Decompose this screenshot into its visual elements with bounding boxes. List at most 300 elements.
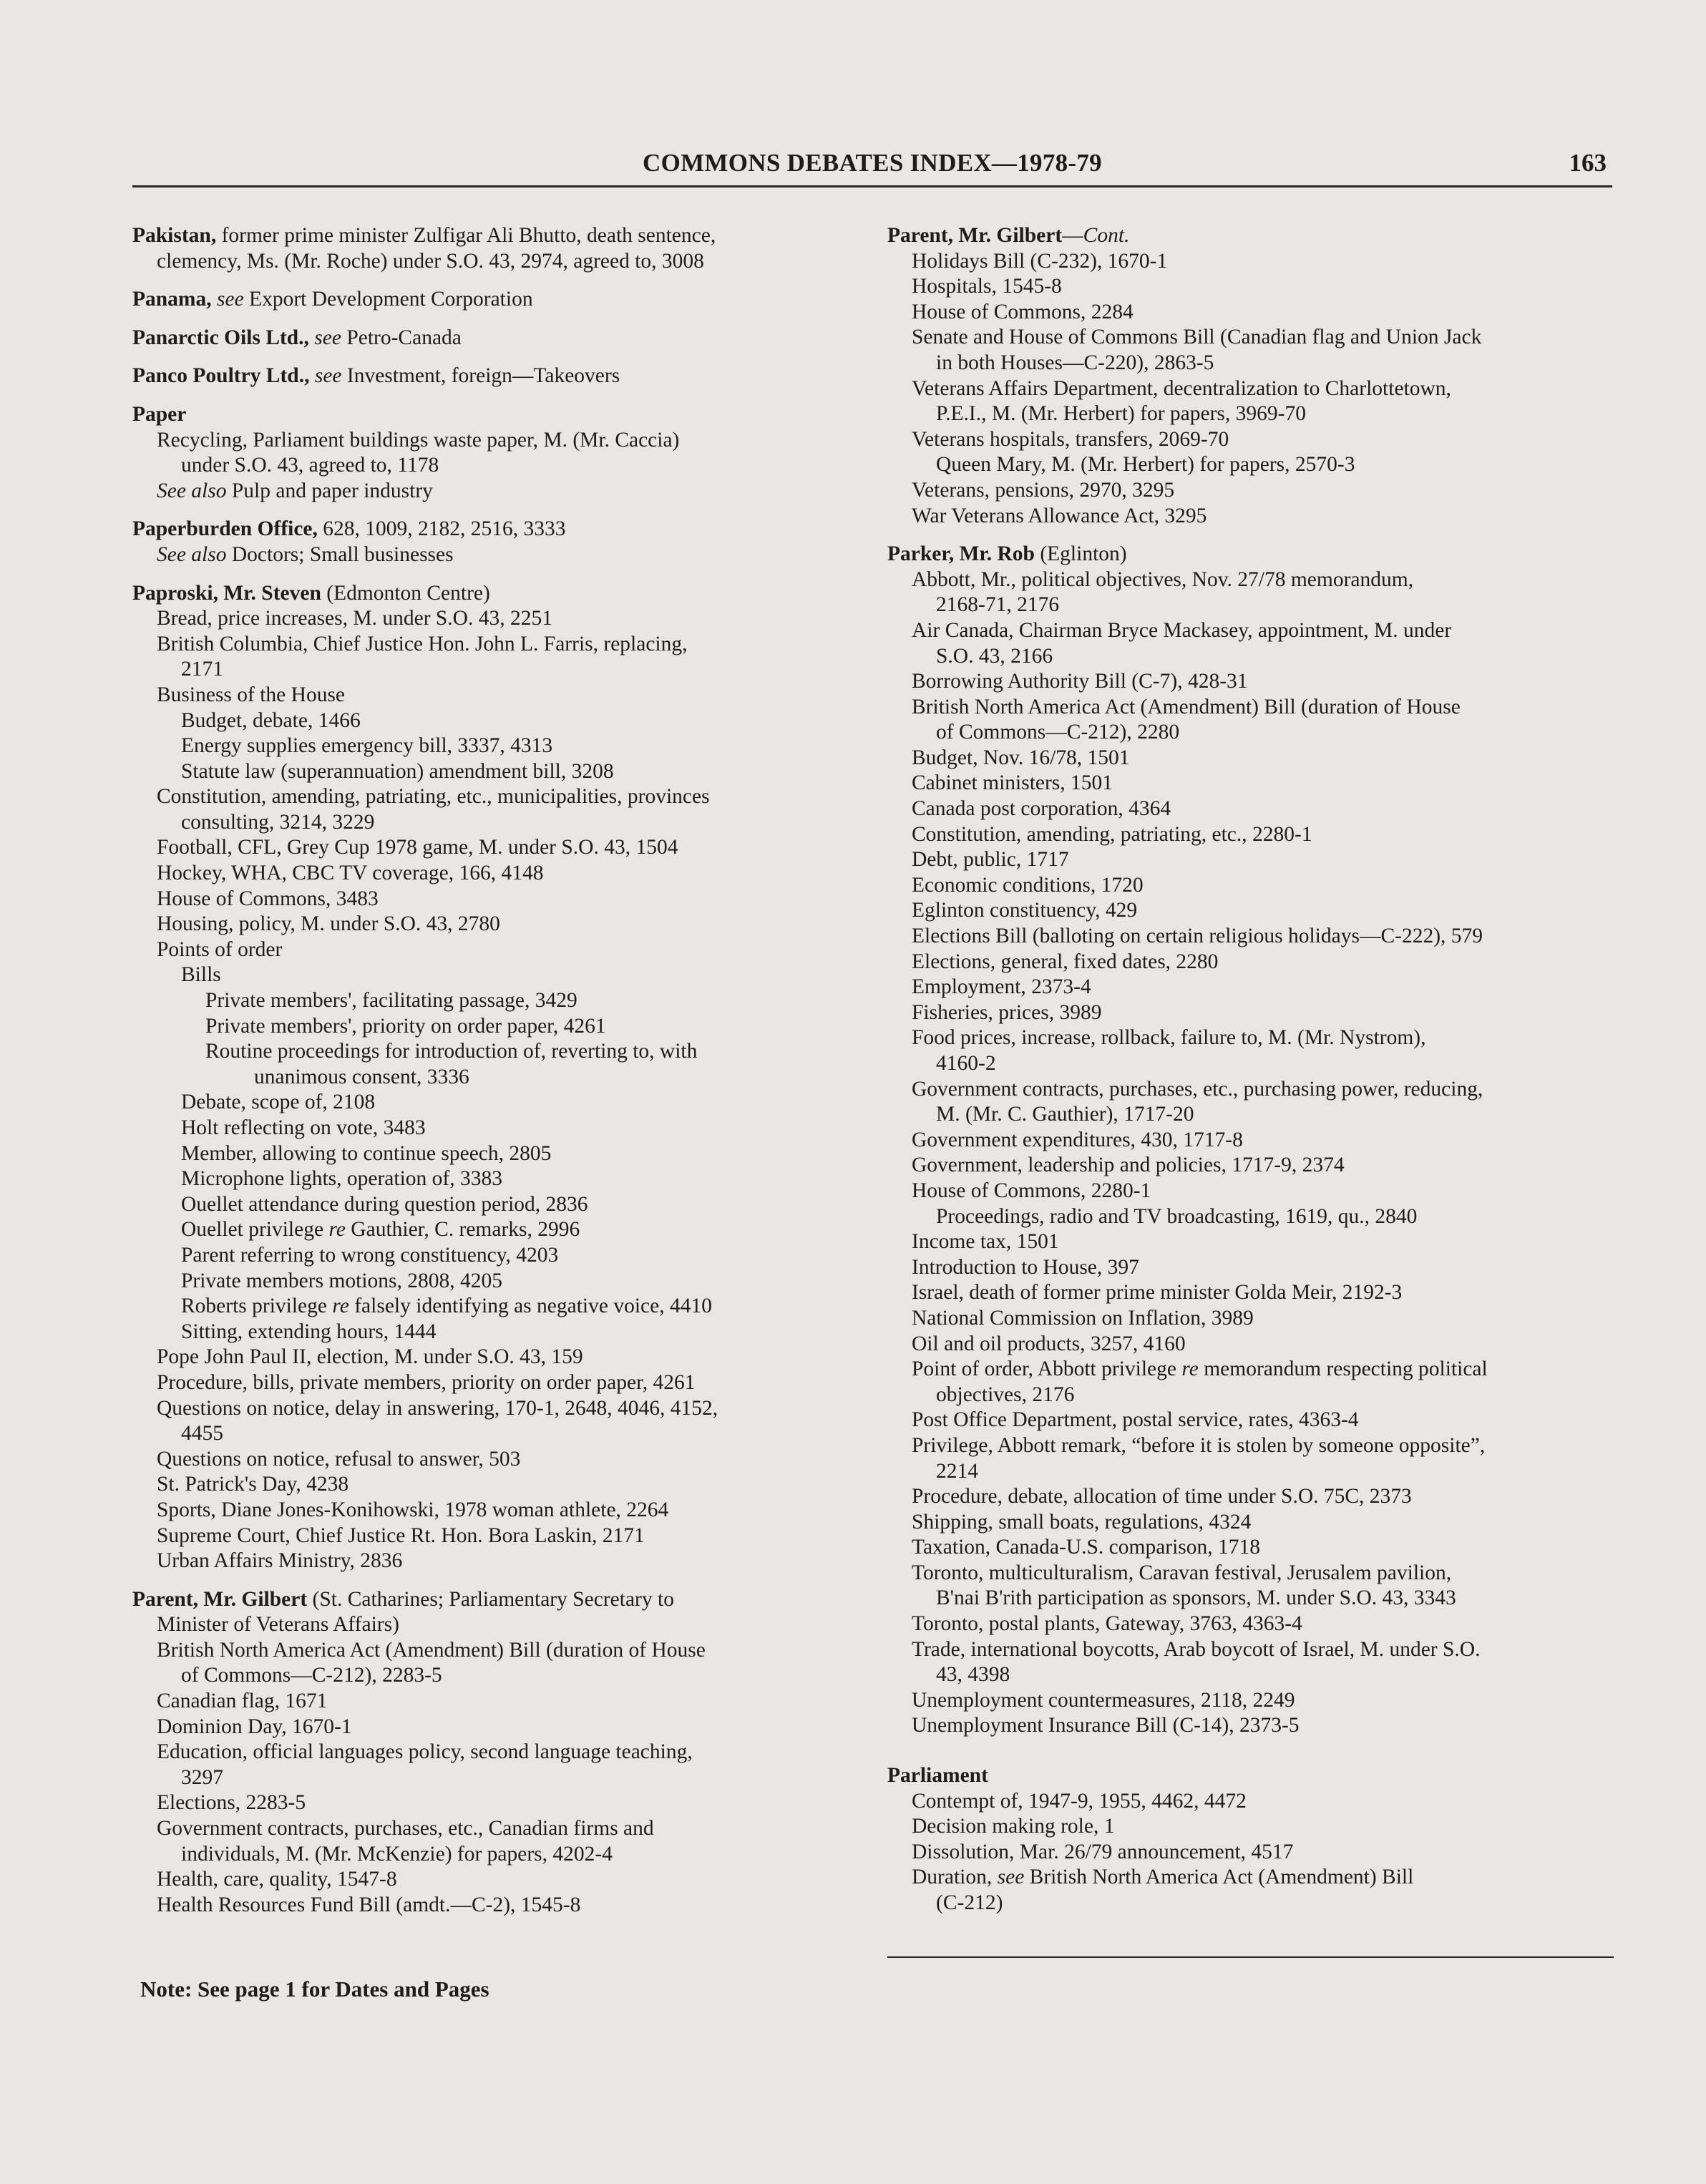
- index-subentry-line: [887, 452, 1617, 478]
- index-text: Bills: [181, 963, 221, 987]
- index-text: [212, 288, 217, 311]
- index-subentry-line: [132, 962, 848, 988]
- index-heading-line: [132, 223, 848, 249]
- index-subentry-line: [132, 1790, 848, 1816]
- index-subentry-line: [887, 1255, 1617, 1281]
- index-text: House of Commons, 2280-1: [912, 1179, 1151, 1202]
- index-text: Questions on notice, delay in answering, 170-1, 2648, 4046, 4152,: [157, 1396, 718, 1420]
- index-subentry-line: [887, 1484, 1617, 1510]
- index-entry: [132, 326, 848, 351]
- index-text: Football, CFL, Grey Cup 1978 game, M. under S.O. 43, 1504: [157, 836, 678, 859]
- index-text: 2214: [936, 1459, 978, 1483]
- index-text: Constitution, amending, patriating, etc., municipalities, provinces: [157, 785, 710, 809]
- index-subentry-line: [887, 325, 1617, 351]
- index-subentry-line: [132, 1320, 848, 1345]
- index-heading-line: [132, 517, 848, 542]
- index-subentry-line: [132, 1472, 848, 1498]
- index-subentry-line: [887, 1153, 1617, 1179]
- index-subentry-line: [887, 1000, 1617, 1026]
- index-text: unanimous consent, 3336: [254, 1065, 469, 1088]
- index-heading-line: [132, 581, 848, 607]
- index-text: British North America Act (Amendment) Bill (duration of House: [157, 1638, 706, 1662]
- index-text: National Commission on Inflation, 3989: [912, 1306, 1254, 1330]
- index-subentry-line: [887, 1662, 1617, 1688]
- index-text: Elections, general, fixed dates, 2280: [912, 950, 1219, 973]
- index-text: Borrowing Authority Bill (C-7), 428-31: [912, 670, 1248, 693]
- index-text: Decision making role, 1: [912, 1815, 1115, 1838]
- index-subentry-line: [887, 1204, 1617, 1230]
- index-text: objectives, 2176: [936, 1383, 1075, 1406]
- index-text: British North America Act (Amendment) Bill (duration of House: [912, 695, 1461, 718]
- index-italic-term: see: [217, 288, 244, 311]
- index-text: Education, official languages policy, second language teaching,: [157, 1740, 693, 1764]
- index-subentry-line: [132, 1269, 848, 1295]
- index-subentry-line: [887, 1077, 1617, 1103]
- index-subentry-line: [887, 1891, 1617, 1916]
- index-subentry-line: [132, 1370, 848, 1396]
- index-subentry-line: [132, 1638, 848, 1664]
- index-entry: [132, 287, 848, 313]
- index-subentry-line: [887, 975, 1617, 1000]
- index-subentry-line: [132, 1141, 848, 1167]
- index-heading-line: [132, 287, 848, 313]
- index-text: consulting, 3214, 3229: [181, 810, 375, 834]
- footer-note: Note: See page 1 for Dates and Pages: [140, 1976, 489, 2002]
- index-italic-term: Cont.: [1083, 224, 1130, 247]
- index-text: Eglinton constituency, 429: [912, 899, 1138, 922]
- index-italic-term: re: [328, 1218, 346, 1242]
- index-text: House of Commons, 3483: [157, 887, 379, 910]
- index-subentry-line: [887, 1840, 1617, 1866]
- index-text: in both Houses—C-220), 2863-5: [936, 351, 1214, 374]
- index-text: individuals, M. (Mr. McKenzie) for papers, 4202-4: [181, 1842, 613, 1866]
- index-text: (Edmonton Centre): [321, 581, 490, 605]
- index-text: —: [1062, 224, 1083, 247]
- index-subentry-line: [132, 1524, 848, 1549]
- index-text: Privilege, Abbott remark, “before it is stolen by someone opposite”,: [912, 1433, 1486, 1457]
- index-subentry-line: [887, 1332, 1617, 1357]
- index-heading-line: [132, 326, 848, 351]
- index-subentry-line: [132, 1116, 848, 1141]
- index-text: Health Resources Fund Bill (amdt.—C-2), 1545-8: [157, 1893, 581, 1916]
- index-italic-term: see: [314, 326, 341, 349]
- index-text: Statute law (superannuation) amendment bill, 3208: [181, 759, 614, 783]
- index-text: Veterans, pensions, 2970, 3295: [912, 478, 1175, 502]
- index-text: Recycling, Parliament buildings waste paper, M. (Mr. Caccia): [157, 428, 680, 452]
- index-text: 628, 1009, 2182, 2516, 3333: [317, 517, 566, 541]
- index-text: Private members', facilitating passage, 3429: [205, 989, 577, 1013]
- index-text: B'nai B'rith participation as sponsors, M. under S.O. 43, 3343: [936, 1586, 1456, 1610]
- index-subentry-line: [887, 249, 1617, 275]
- index-text: Constitution, amending, patriating, etc., 2280-1: [912, 822, 1312, 846]
- index-text: Duration,: [912, 1866, 998, 1889]
- index-subentry-line: [132, 606, 848, 632]
- index-text: Investment, foreign—Takeovers: [341, 364, 620, 388]
- index-text: Elections Bill (balloting on certain religious holidays—C-222), 579: [912, 925, 1483, 948]
- index-italic-term: re: [1181, 1357, 1199, 1381]
- index-subentry-line: [132, 1166, 848, 1192]
- index-text: Budget, debate, 1466: [181, 708, 361, 732]
- index-text: P.E.I., M. (Mr. Herbert) for papers, 3969-70: [936, 402, 1306, 426]
- index-subentry-line: [887, 274, 1617, 300]
- index-text: former prime minister Zulfigar Ali Bhutto, death sentence,: [216, 224, 716, 247]
- index-text: Unemployment Insurance Bill (C-14), 2373-5: [912, 1714, 1300, 1737]
- index-text: Hospitals, 1545-8: [912, 275, 1062, 298]
- index-text: Toronto, postal plants, Gateway, 3763, 4363-4: [912, 1612, 1302, 1636]
- index-entry: [132, 402, 848, 504]
- index-subentry-line: [887, 1102, 1617, 1128]
- index-subentry-line: [132, 1065, 848, 1091]
- index-text: 4160-2: [936, 1052, 996, 1075]
- index-text: Energy supplies emergency bill, 3337, 4313: [181, 734, 553, 758]
- index-text: M. (Mr. C. Gauthier), 1717-20: [936, 1103, 1194, 1126]
- index-subentry-line: [132, 657, 848, 683]
- index-text: 3297: [181, 1765, 223, 1789]
- index-heading: Paproski, Mr. Steven: [132, 581, 321, 605]
- index-subentry-line: [887, 1637, 1617, 1663]
- index-heading: Parent, Mr. Gilbert: [887, 224, 1063, 247]
- page-number: 163: [1569, 149, 1607, 177]
- index-subentry-line: [887, 1051, 1617, 1077]
- index-heading-line: [132, 1587, 848, 1613]
- index-text: Abbott, Mr., political objectives, Nov. 27/78 memorandum,: [912, 567, 1414, 591]
- index-text: 43, 4398: [936, 1663, 1010, 1687]
- index-text: Sitting, extending hours, 1444: [181, 1320, 437, 1343]
- index-text: Elections, 2283-5: [157, 1791, 306, 1815]
- index-subentry-line: [132, 1217, 848, 1243]
- index-text: Veterans Affairs Department, decentralization to Charlottetown,: [912, 376, 1451, 400]
- index-entry: [132, 581, 848, 1574]
- index-subentry-line: [132, 1740, 848, 1765]
- index-subentry-line: [132, 861, 848, 887]
- index-heading-line: [887, 542, 1617, 567]
- index-text: Health, care, quality, 1547-8: [157, 1868, 397, 1891]
- index-text: (Eglinton): [1034, 542, 1127, 566]
- index-subentry-line: [132, 542, 848, 568]
- index-subentry-line: [132, 632, 848, 658]
- index-text: Ouellet privilege: [181, 1218, 329, 1242]
- index-subentry-line: [132, 1421, 848, 1447]
- index-text: Petro-Canada: [341, 326, 462, 349]
- index-subentry-line: [887, 300, 1617, 326]
- index-text: Dissolution, Mar. 26/79 announcement, 4517: [912, 1840, 1294, 1863]
- index-text: memorandum respecting political: [1198, 1357, 1488, 1381]
- index-subentry-line: [132, 1867, 848, 1893]
- index-text: Taxation, Canada-U.S. comparison, 1718: [912, 1536, 1261, 1559]
- index-subentry-line: [887, 950, 1617, 975]
- index-subentry-line: [887, 1535, 1617, 1561]
- index-text: Dominion Day, 1670-1: [157, 1715, 352, 1738]
- index-subentry-line: [887, 1713, 1617, 1739]
- index-text: Debt, public, 1717: [912, 848, 1069, 872]
- index-text: (St. Catharines; Parliamentary Secretary to: [307, 1587, 674, 1611]
- index-text: St. Patrick's Day, 4238: [157, 1473, 349, 1496]
- index-subentry-line: [887, 478, 1617, 504]
- index-subentry-line: [887, 669, 1617, 695]
- index-subentry-line: [132, 835, 848, 861]
- index-text: Food prices, increase, rollback, failure to, M. (Mr. Nystrom),: [912, 1026, 1426, 1050]
- index-subentry-line: [132, 912, 848, 937]
- index-subentry-line: [887, 771, 1617, 796]
- index-subentry-line: [132, 683, 848, 708]
- index-subentry-line: [887, 1612, 1617, 1637]
- index-subentry-line: [887, 504, 1617, 530]
- page-header: [132, 146, 1612, 183]
- index-text: Debate, scope of, 2108: [181, 1091, 376, 1114]
- index-subentry-line: [132, 1765, 848, 1791]
- index-subentry-line: [887, 1433, 1617, 1459]
- index-text: Post Office Department, postal service, rates, 4363-4: [912, 1408, 1359, 1432]
- index-text: under S.O. 43, agreed to, 1178: [181, 454, 439, 477]
- index-text: Senate and House of Commons Bill (Canadian flag and Union Jack: [912, 326, 1482, 349]
- index-column-right: [887, 223, 1617, 1929]
- index-subentry-line: [887, 1688, 1617, 1714]
- index-subentry-line: [887, 1561, 1617, 1586]
- index-subentry-line: [132, 1612, 848, 1638]
- index-text: Roberts privilege: [181, 1295, 333, 1318]
- index-subentry-line: [132, 1816, 848, 1842]
- index-column-left: [132, 223, 848, 1931]
- index-text: Toronto, multiculturalism, Caravan festival, Jerusalem pavilion,: [912, 1561, 1452, 1584]
- index-subentry-line: [887, 401, 1617, 427]
- index-text: of Commons—C-212), 2283-5: [181, 1664, 442, 1687]
- index-italic-term: see: [314, 364, 342, 388]
- index-text: House of Commons, 2284: [912, 300, 1134, 323]
- index-subentry-line: [132, 937, 848, 963]
- index-text: British North America Act (Amendment) Bill: [1024, 1866, 1414, 1889]
- index-subentry-line: [132, 887, 848, 912]
- index-text: Israel, death of former prime minister Golda Meir, 2192-3: [912, 1281, 1403, 1305]
- index-text: Points of order: [157, 937, 283, 961]
- index-subentry-line: [132, 453, 848, 479]
- index-subentry-line: [132, 1549, 848, 1574]
- index-subentry-line: [132, 1396, 848, 1422]
- index-text: Housing, policy, M. under S.O. 43, 2780: [157, 912, 500, 936]
- index-heading-line: [132, 364, 848, 389]
- index-subentry-line: [132, 1842, 848, 1868]
- index-text: Employment, 2373-4: [912, 975, 1091, 999]
- index-text: S.O. 43, 2166: [936, 644, 1053, 668]
- index-heading: Panarctic Oils Ltd.,: [132, 326, 309, 349]
- index-entry: [887, 1763, 1617, 1916]
- index-text: Holt reflecting on vote, 3483: [181, 1116, 426, 1139]
- index-text: Canadian flag, 1671: [157, 1690, 328, 1713]
- index-text: Government contracts, purchases, etc., purchasing power, reducing,: [912, 1077, 1483, 1101]
- page-title: COMMONS DEBATES INDEX—1978-79: [643, 149, 1102, 177]
- index-heading: Panco Poultry Ltd.,: [132, 364, 310, 388]
- index-text: Hockey, WHA, CBC TV coverage, 166, 4148: [157, 862, 544, 885]
- index-text: Bread, price increases, M. under S.O. 43, 2251: [157, 607, 552, 630]
- index-subentry-line: [132, 1090, 848, 1116]
- index-subentry-line: [887, 1280, 1617, 1306]
- index-text: Procedure, debate, allocation of time under S.O. 75C, 2373: [912, 1485, 1412, 1508]
- index-subentry-line: [132, 1192, 848, 1218]
- index-subentry-line: [887, 1814, 1617, 1840]
- index-heading: Paper: [132, 402, 187, 426]
- index-text: Supreme Court, Chief Justice Rt. Hon. Bora Laskin, 2171: [157, 1524, 645, 1547]
- index-text: Urban Affairs Ministry, 2836: [157, 1549, 403, 1573]
- index-text: Export Development Corporation: [243, 288, 533, 311]
- index-text: Trade, international boycotts, Arab boycott of Israel, M. under S.O.: [912, 1637, 1481, 1661]
- header-rule: [132, 185, 1612, 187]
- index-text: Introduction to House, 397: [912, 1255, 1139, 1279]
- index-text: clemency, Ms. (Mr. Roche) under S.O. 43, 2974, agreed to, 3008: [157, 249, 704, 273]
- index-subentry-line: [887, 1510, 1617, 1536]
- index-text: Budget, Nov. 16/78, 1501: [912, 746, 1130, 769]
- index-text: 4455: [181, 1422, 223, 1446]
- index-subentry-line: [887, 1865, 1617, 1891]
- index-subentry-line: [132, 733, 848, 759]
- index-subentry-line: [132, 249, 848, 275]
- index-subentry-line: [887, 1025, 1617, 1051]
- index-text: Proceedings, radio and TV broadcasting, 1619, qu., 2840: [936, 1204, 1418, 1228]
- index-subentry-line: [887, 720, 1617, 746]
- index-entry: [132, 223, 848, 274]
- index-text: Contempt of, 1947-9, 1955, 4462, 4472: [912, 1789, 1247, 1813]
- index-text: Routine proceedings for introduction of, reverting to, with: [205, 1040, 698, 1063]
- index-subentry-line: [132, 1715, 848, 1740]
- index-text: Ouellet attendance during question period, 2836: [181, 1192, 588, 1216]
- index-subentry-line: [132, 1014, 848, 1040]
- index-text: Income tax, 1501: [912, 1230, 1059, 1254]
- index-text: Business of the House: [157, 683, 346, 706]
- index-subentry-line: [132, 1663, 848, 1689]
- index-subentry-line: [887, 847, 1617, 873]
- index-text: Canada post corporation, 4364: [912, 797, 1171, 821]
- index-subentry-line: [887, 746, 1617, 771]
- index-subentry-line: [887, 618, 1617, 644]
- index-heading: Parker, Mr. Rob: [887, 542, 1035, 566]
- index-heading: Panama,: [132, 288, 212, 311]
- index-subentry-line: [132, 428, 848, 454]
- index-subentry-line: [132, 810, 848, 836]
- index-text: Holidays Bill (C-232), 1670-1: [912, 249, 1168, 273]
- index-subentry-line: [887, 898, 1617, 924]
- index-text: Sports, Diane Jones-Konihowski, 1978 woman athlete, 2264: [157, 1498, 669, 1521]
- index-heading: Pakistan,: [132, 224, 217, 247]
- index-subentry-line: [887, 1179, 1617, 1204]
- index-subentry-line: [887, 1229, 1617, 1255]
- index-subentry-line: [132, 1345, 848, 1370]
- index-subentry-line: [132, 1498, 848, 1524]
- index-entry: [887, 223, 1617, 529]
- index-italic-term: re: [332, 1295, 349, 1318]
- index-subentry-line: [887, 644, 1617, 670]
- index-text: Unemployment countermeasures, 2118, 2249: [912, 1688, 1295, 1712]
- index-text: Government expenditures, 430, 1717-8: [912, 1128, 1243, 1151]
- index-text: Parent referring to wrong constituency, 4203: [181, 1243, 559, 1267]
- index-text: British Columbia, Chief Justice Hon. John L. Farris, replacing,: [157, 632, 688, 655]
- index-text: Minister of Veterans Affairs): [157, 1613, 399, 1637]
- index-text: Questions on notice, refusal to answer, 503: [157, 1447, 521, 1471]
- index-italic-term: See also: [157, 542, 227, 566]
- index-text: Private members motions, 2808, 4205: [181, 1269, 503, 1292]
- index-subentry-line: [887, 695, 1617, 721]
- index-text: Shipping, small boats, regulations, 4324: [912, 1510, 1252, 1534]
- index-text: Air Canada, Chairman Bryce Mackasey, appointment, M. under: [912, 618, 1452, 642]
- index-text: Microphone lights, operation of, 3383: [181, 1167, 502, 1191]
- index-subentry-line: [132, 708, 848, 734]
- index-text: 2171: [181, 658, 223, 681]
- index-subentry-line: [887, 924, 1617, 950]
- index-text: Private members', priority on order paper, 4261: [205, 1014, 606, 1038]
- index-entry: [887, 542, 1617, 1739]
- index-subentry-line: [887, 593, 1617, 618]
- index-text: Gauthier, C. remarks, 2996: [345, 1218, 580, 1242]
- index-text: Cabinet ministers, 1501: [912, 771, 1113, 795]
- index-text: Government, leadership and policies, 1717-9, 2374: [912, 1154, 1345, 1177]
- index-subentry-line: [887, 796, 1617, 822]
- index-entry: [132, 517, 848, 567]
- index-text: Queen Mary, M. (Mr. Herbert) for papers, 2570-3: [936, 453, 1355, 477]
- index-text: Fisheries, prices, 3989: [912, 1000, 1102, 1024]
- index-text: Member, allowing to continue speech, 2805: [181, 1141, 552, 1165]
- index-subentry-line: [887, 1306, 1617, 1332]
- index-text: falsely identifying as negative voice, 4410: [348, 1295, 712, 1318]
- index-text: Economic conditions, 1720: [912, 873, 1144, 897]
- index-italic-term: see: [997, 1866, 1025, 1889]
- index-subentry-line: [887, 1357, 1617, 1383]
- index-text: [309, 364, 314, 387]
- index-text: Veterans hospitals, transfers, 2069-70: [912, 427, 1229, 451]
- index-subentry-line: [887, 1586, 1617, 1612]
- index-heading: Parliament: [887, 1764, 988, 1788]
- index-subentry-line: [132, 759, 848, 785]
- index-subentry-line: [887, 822, 1617, 848]
- index-subentry-line: [887, 1408, 1617, 1433]
- index-text: Pulp and paper industry: [226, 479, 433, 502]
- index-subentry-line: [132, 1447, 848, 1473]
- footer-rule: [887, 1956, 1614, 1958]
- index-heading-line: [887, 1763, 1617, 1789]
- index-text: Doctors; Small businesses: [226, 542, 454, 566]
- index-text: Oil and oil products, 3257, 4160: [912, 1332, 1186, 1355]
- index-heading-line: [132, 402, 848, 428]
- index-subentry-line: [887, 351, 1617, 376]
- index-subentry-line: [132, 988, 848, 1014]
- index-heading-line: [887, 223, 1617, 249]
- index-subentry-line: [887, 427, 1617, 453]
- index-subentry-line: [887, 1459, 1617, 1485]
- index-text: 2168-71, 2176: [936, 593, 1060, 617]
- index-subentry-line: [132, 784, 848, 810]
- index-subentry-line: [132, 1039, 848, 1065]
- index-subentry-line: [132, 1893, 848, 1919]
- index-subentry-line: [132, 1243, 848, 1269]
- index-subentry-line: [887, 1383, 1617, 1408]
- index-text: (C-212): [936, 1891, 1003, 1914]
- index-subentry-line: [887, 873, 1617, 899]
- index-heading: Paperburden Office,: [132, 517, 318, 541]
- index-subentry-line: [132, 1294, 848, 1320]
- index-text: War Veterans Allowance Act, 3295: [912, 504, 1207, 527]
- index-subentry-line: [887, 1128, 1617, 1154]
- index-subentry-line: [887, 567, 1617, 593]
- index-entry: [132, 364, 848, 389]
- index-subentry-line: [887, 1789, 1617, 1815]
- index-subentry-line: [887, 376, 1617, 402]
- index-text: Procedure, bills, private members, priority on order paper, 4261: [157, 1370, 696, 1394]
- index-heading: Parent, Mr. Gilbert: [132, 1587, 308, 1611]
- index-subentry-line: [132, 1689, 848, 1715]
- index-text: of Commons—C-212), 2280: [936, 721, 1180, 744]
- index-text: Government contracts, purchases, etc., Canadian firms and: [157, 1817, 654, 1841]
- index-entry: [132, 1587, 848, 1919]
- index-italic-term: See also: [157, 479, 227, 502]
- index-text: Pope John Paul II, election, M. under S.O. 43, 159: [157, 1345, 583, 1369]
- index-subentry-line: [132, 479, 848, 504]
- index-text: Point of order, Abbott privilege: [912, 1357, 1182, 1381]
